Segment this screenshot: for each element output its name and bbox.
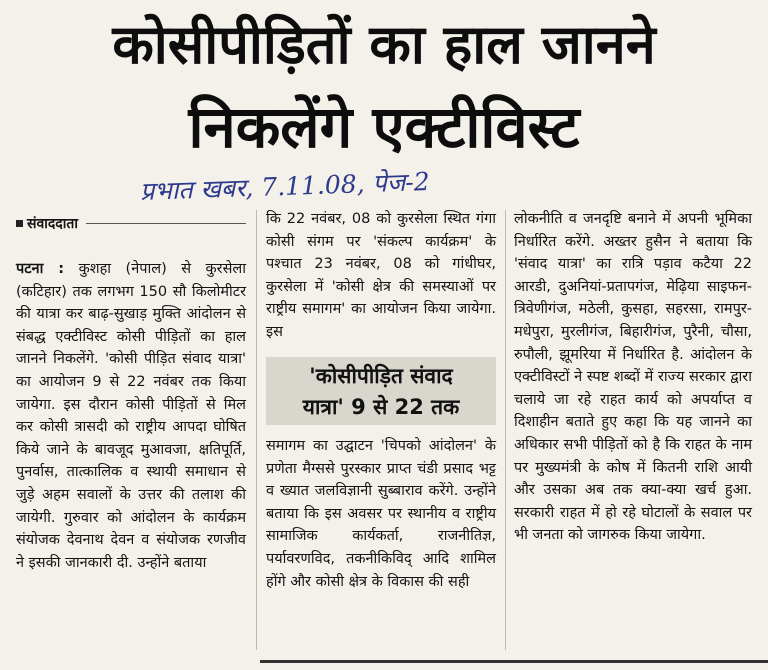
column-divider	[505, 210, 506, 650]
pull-quote-box	[266, 357, 496, 425]
byline-rule	[86, 223, 246, 224]
headline-line-1: कोसीपीड़ितों का हाल जानने	[112, 13, 656, 76]
pull-quote-line-1: 'कोसीपीड़ित संवाद	[309, 364, 453, 388]
bottom-rule	[260, 660, 768, 663]
column-1-text: कुशहा (नेपाल) से कुरसेला (कटिहार) तक लगभग 150 सौ किलोमीटर की यात्रा कर बाढ़-सुखाड़ मुक्ति आंदोलन से संबद्ध एक्टीविस्ट कोसी पीड़ितों का हाल जानने निकलेंगे. 'कोसी पीड़ित संवाद यात्रा' का आयोजन 9 से 22 नवंबर तक किया जायेगा. इस दौरान कोसी पीड़ितों से मिल कर कोसी त्रासदी को राष्ट्रीय आपदा घोषित किये जाने के बावजूद मुआवजा, क्षतिपूर्ति, पुनर्वास, तात्कालिक व स्थायी समाधान से जुड़े अहम सवालों के उत्तर की तलाश की जायेगी. गुरुवार को आंदोलन के कार्यक्रम संयोजक देवनाथ देवन व संयोजक रणजीव ने इसकी जानकारी दी. उन्होंने बताया	[16, 261, 246, 571]
article-column-3: लोकनीति व जनदृष्टि बनाने में अपनी भूमिका निर्धारित करेंगे. अख्तर हुसैन ने बताया कि 'संवाद यात्रा' का रात्रि पड़ाव कटैया 22 आरडी, दुअनियां-प्रतापगंज, मेढ़िया साइफन-त्रिवेणीगंज, मठेली, कुसहा, सहरसा, रामपुर-मधेपुरा, मुरलीगंज, बिहारीगंज, पुरैनी, चौसा, रुपौली, झूमरिया में निर्धारित है. आंदोलन के एक्टीविस्टों ने स्पष्ट शब्दों में राज्य सरकार द्वारा चलाये जा रहे राहत कार्य को अपर्याप्त व दिशाहीन बताते हुए कहा कि यह जानने का अधिकार सभी पीड़ितों को है कि राहत के नाम पर मुख्यमंत्री के कोष में कितनी राशि आयी और उसका अब तक क्या-क्या खर्च हुआ. सरकारी राहत में हो रहे घोटालों के सवाल पर भी जनता को जागरुक किया जायेगा.	[514, 211, 752, 544]
pull-quote-line-2: यात्रा' 9 से 22 तक	[302, 395, 460, 419]
dateline: पटना :	[16, 261, 65, 277]
byline-text: संवाददाता	[27, 216, 78, 232]
handwritten-source-note: प्रभात खबर, 7.11.08, पेज-2	[139, 166, 431, 206]
column-divider	[256, 210, 257, 650]
article-column-2-top: कि 22 नवंबर, 08 को कुरसेला स्थित गंगा कोसी संगम पर 'संकल्प कार्यक्रम' के पश्चात 23 नवंबर, 08 को गांधीघर, कुरसेला में 'कोसी क्षेत्र की समस्याओं पर राष्ट्रीय समागम' का आयोजन किया जायेगा. इस	[266, 211, 496, 340]
headline-line-2: निकलेंगे एक्टीविस्ट	[188, 93, 580, 161]
article-column-1	[16, 258, 246, 574]
byline	[16, 214, 246, 233]
article-column-2-bottom: समागम का उद्घाटन 'चिपको आंदोलन' के प्रणेता मैग्ससे पुरस्कार प्राप्त चंडी प्रसाद भट्ट व ख्यात जलविज्ञानी सुब्बाराव करेंगे. उन्होंने बताया कि इस अवसर पर स्थानीय व राष्ट्रीय सामाजिक कार्यकर्ता, राजनीतिज्ञ, पर्यावरणविद, तकनीकिविद् आदि शामिल होंगे और कोसी क्षेत्र के विकास की सही	[266, 438, 496, 590]
square-bullet-icon	[16, 220, 23, 227]
